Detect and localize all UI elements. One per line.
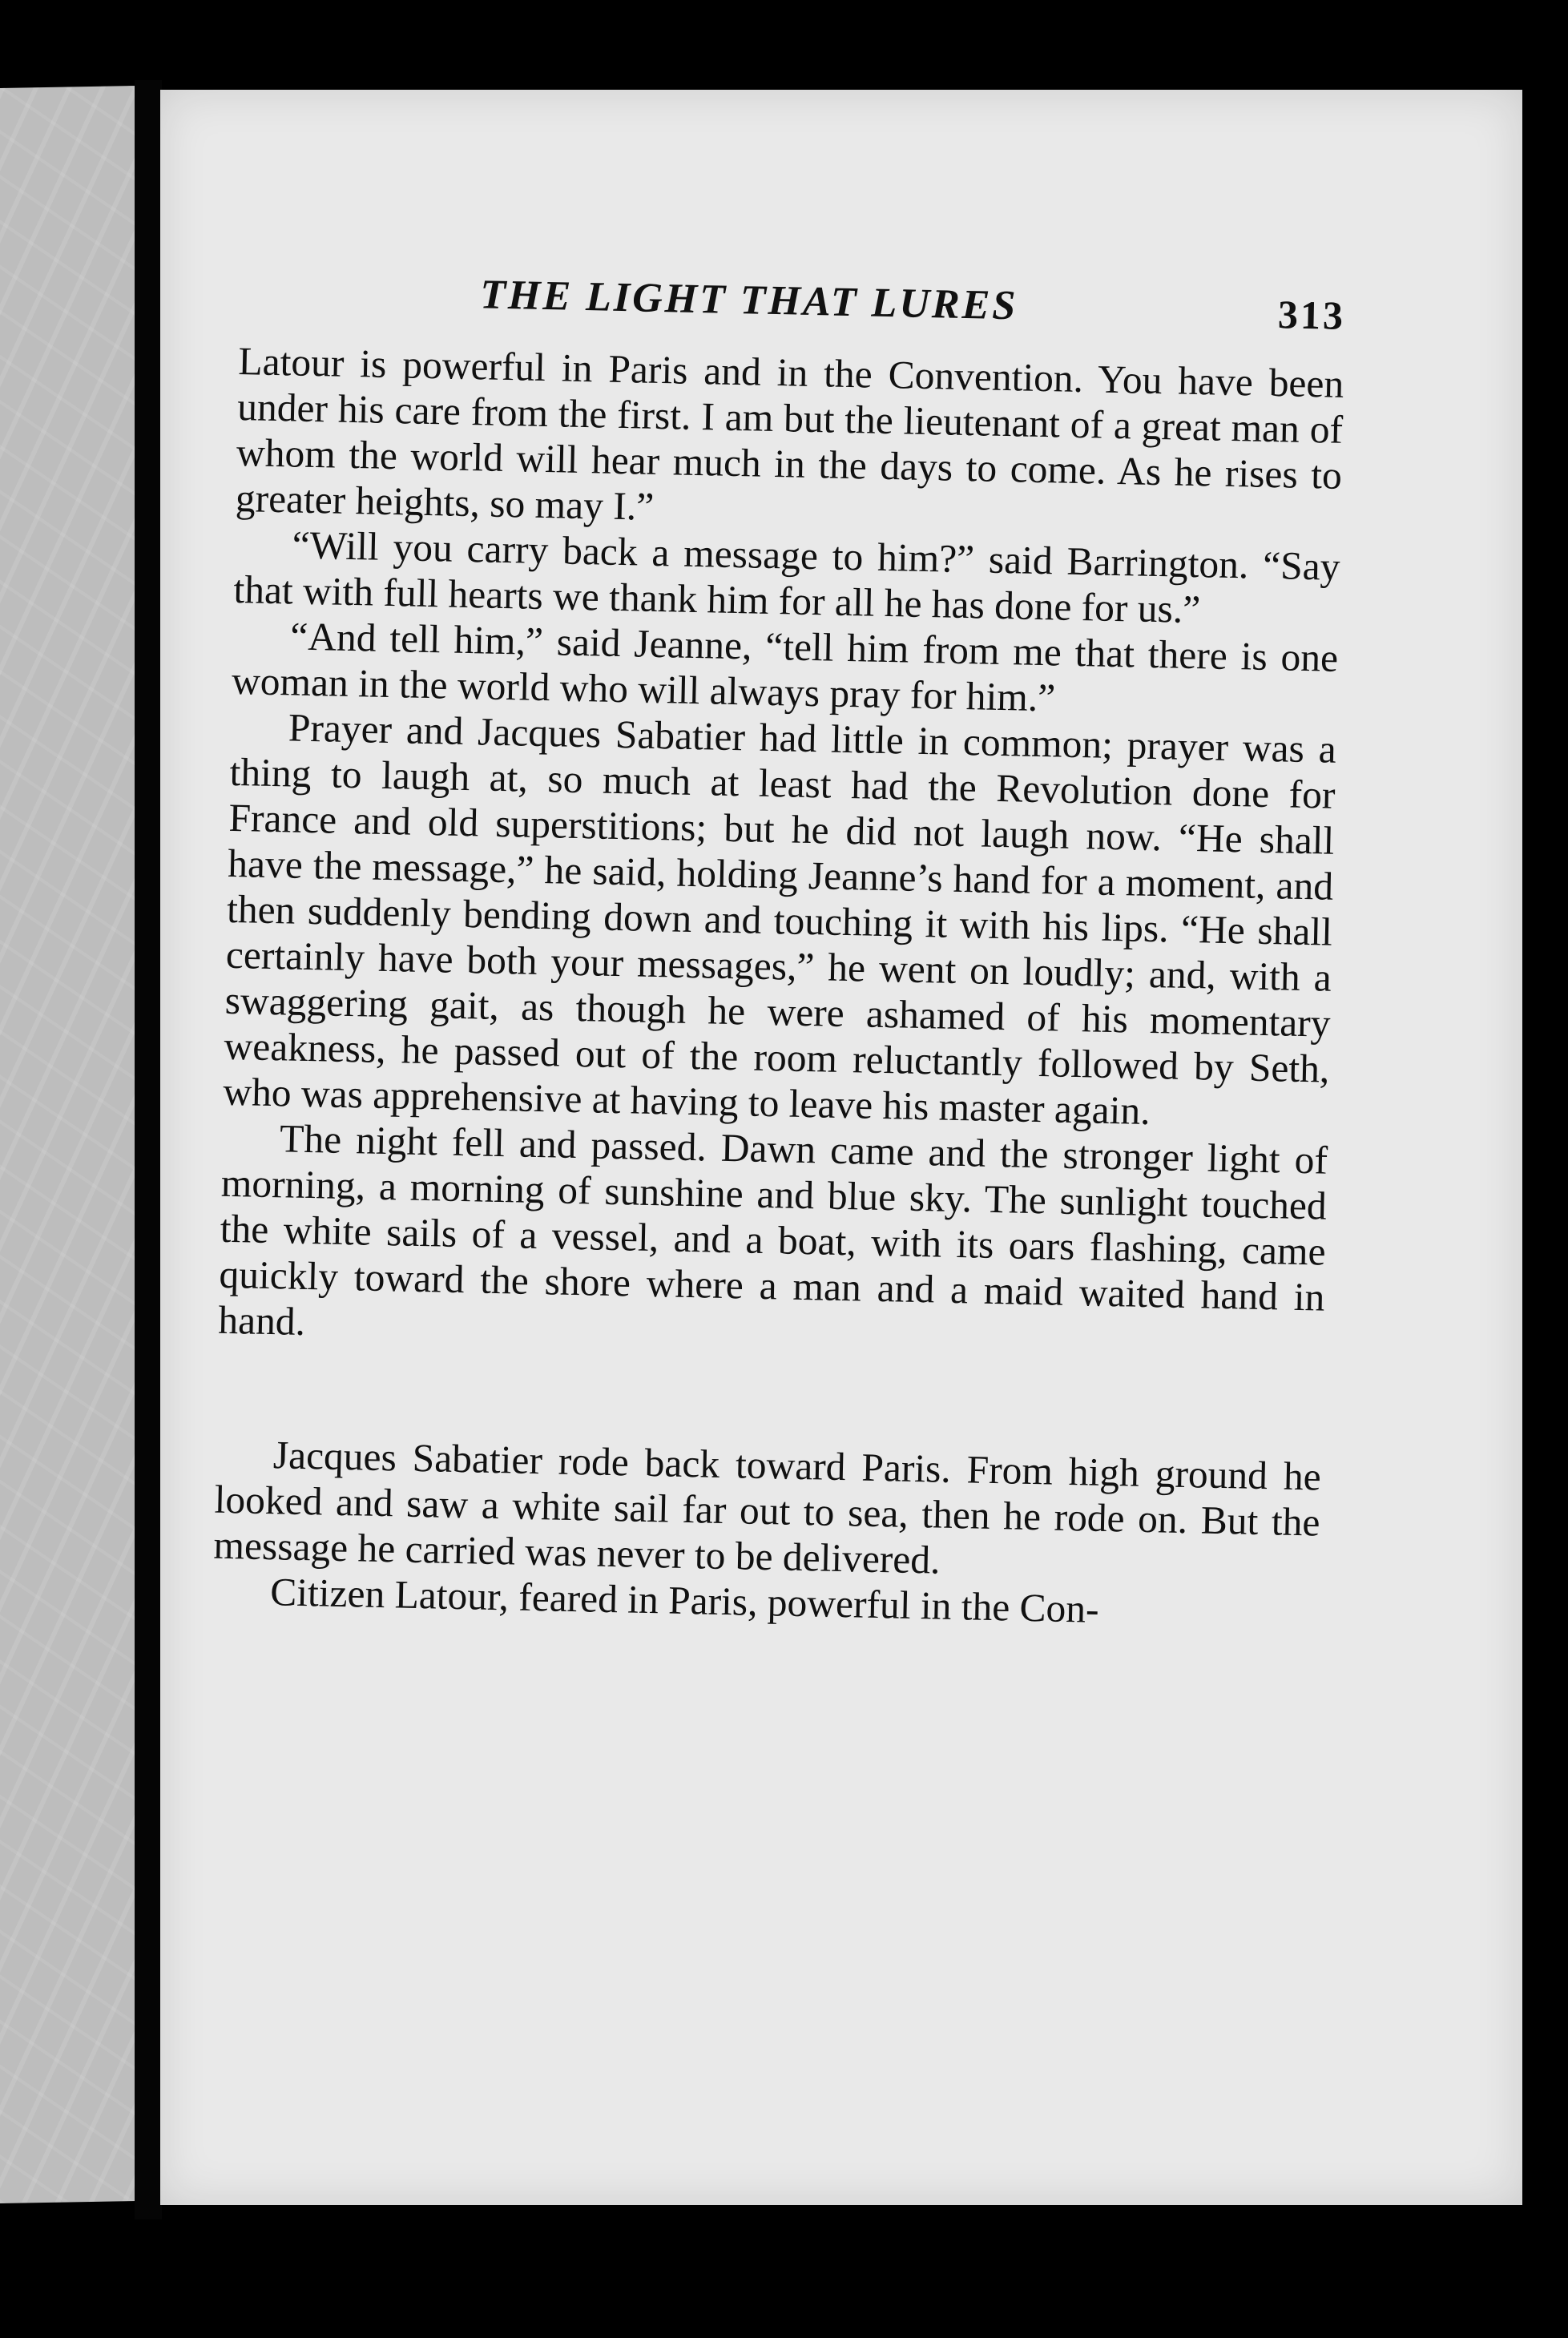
book-page: [160, 90, 1522, 2205]
paragraph-5: The night fell and passed. Dawn came and the stronger light of morning, a morning of sunshine and blue sky. The sunlight touched the white sails of a vessel, and a boat, with its oars flashing, came quickly toward the shore where a man and a maid waited hand in hand.: [217, 1116, 1328, 1344]
paragraph-6: Jacques Sabatier rode back toward Paris. From high ground he looked and saw a white sail far out to sea, then he rode on. But the message he carried was never to be delivered.: [212, 1433, 1322, 1582]
running-title: THE LIGHT THAT LURES: [479, 272, 1018, 329]
paragraph-7: Citizen Latour, feared in Paris, powerful in the Con-: [269, 1570, 1100, 1631]
paragraph-3: “And tell him,” said Jeanne, “tell him from me that there is one woman in the world who will always pray for him.”: [231, 614, 1339, 720]
text-block: [212, 266, 1346, 1637]
paragraph-1: Latour is powerful in Paris and in the Convention. You have been under his care from the first. I am but the lieutenant of a great man of whom the world will hear much in the days to come. As he rises to greater heights, so may I.”: [235, 338, 1344, 529]
page-number: 313: [1277, 292, 1346, 338]
paragraph-2: “Will you carry back a message to him?” said Barrington. “Say that with full hearts we thank him for all he has done for us.”: [232, 522, 1341, 632]
book-gutter: [135, 80, 162, 2219]
facing-page-edge: [0, 86, 136, 2203]
paragraph-4: Prayer and Jacques Sabatier had little in common; prayer was a thing to laugh at, so much at least had the Revolution done for France and old superstitions; but he did not laugh now. “He shall have the message,” he said, holding Jeanne’s hand for a moment, and then suddenly bending down and touching it with his lips. “He shall certainly have both your messages,” he went on loudly; and, with a swaggering gait, as though he were ashamed of his momentary weakness, he passed out of the room reluctantly followed by Seth, who was apprehensive at having to leave his master again.: [222, 705, 1337, 1134]
